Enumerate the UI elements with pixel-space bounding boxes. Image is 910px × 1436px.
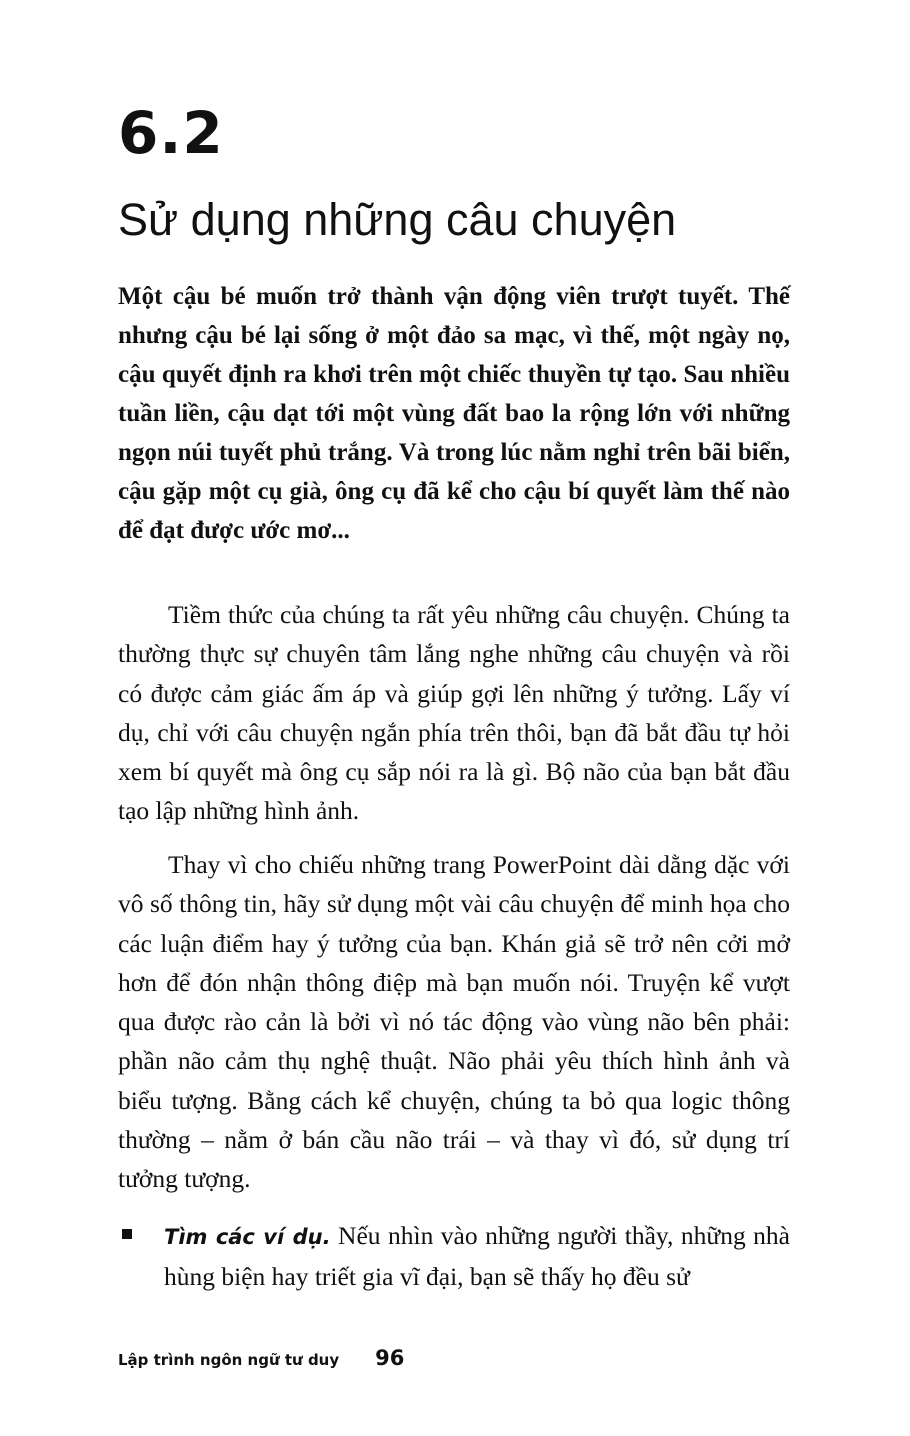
section-number: 6.2 <box>118 99 224 167</box>
intro-paragraph: Một cậu bé muốn trở thành vận động viên trượt tuyết. Thế nhưng cậu bé lại sống ở một đảo sa mạc, vì thế, một ngày nọ, cậu quyết định ra khơi trên một chiếc thuyền tự tạo. Sau nhiều tuần liền, cậu dạt tới một vùng đất bao la rộng lớn với những ngọn núi tuyết phủ trắng. Và trong lúc nằm nghỉ trên bãi biển, cậu gặp một cụ già, ông cụ đã kể cho cậu bí quyết làm thế nào để đạt được ước mơ... <box>118 283 790 544</box>
page-footer <box>118 1346 404 1370</box>
page-number: 96 <box>375 1346 405 1370</box>
square-bullet-icon <box>122 1229 132 1239</box>
section-title: Sử dụng những câu chuyện <box>118 194 677 245</box>
bullet-lead: Tìm các ví dụ. <box>164 1225 331 1249</box>
bullet-item <box>118 1216 790 1297</box>
body-paragraph-1: Tiềm thức của chúng ta rất yêu những câu chuyện. Chúng ta thường thực sự chuyên tâm lắng nghe những câu chuyện và rồi có được cảm giác ấm áp và giúp gợi lên những ý tưởng. Lấy ví dụ, chỉ với câu chuyện ngắn phía trên thôi, bạn đã bắt đầu tự hỏi xem bí quyết mà ông cụ sắp nói ra là gì. Bộ não của bạn bắt đầu tạo lập những hình ảnh. <box>118 600 790 826</box>
footer-book-title: Lập trình ngôn ngữ tư duy <box>118 1351 340 1369</box>
body-paragraph-2: Thay vì cho chiếu những trang PowerPoint dài dằng dặc với vô số thông tin, hãy sử dụng một vài câu chuyện để minh họa cho các luận điểm hay ý tưởng của bạn. Khán giả sẽ trở nên cởi mở hơn để đón nhận thông điệp mà bạn muốn nói. Truyện kể vượt qua được rào cản là bởi vì nó tác động vào vùng não bên phải: phần não cảm thụ nghệ thuật. Não phải yêu thích hình ảnh và biểu tượng. Bằng cách kể chuyện, chúng ta bỏ qua logic thông thường – nằm ở bán cầu não trái – và thay vì đó, sử dụng trí tưởng tượng. <box>118 850 790 1194</box>
bullet-text <box>164 1216 790 1297</box>
bullet-body: Nếu nhìn vào những người thầy, những nhà hùng biện hay triết gia vĩ đại, bạn sẽ thấy họ đều sử <box>164 1221 790 1292</box>
